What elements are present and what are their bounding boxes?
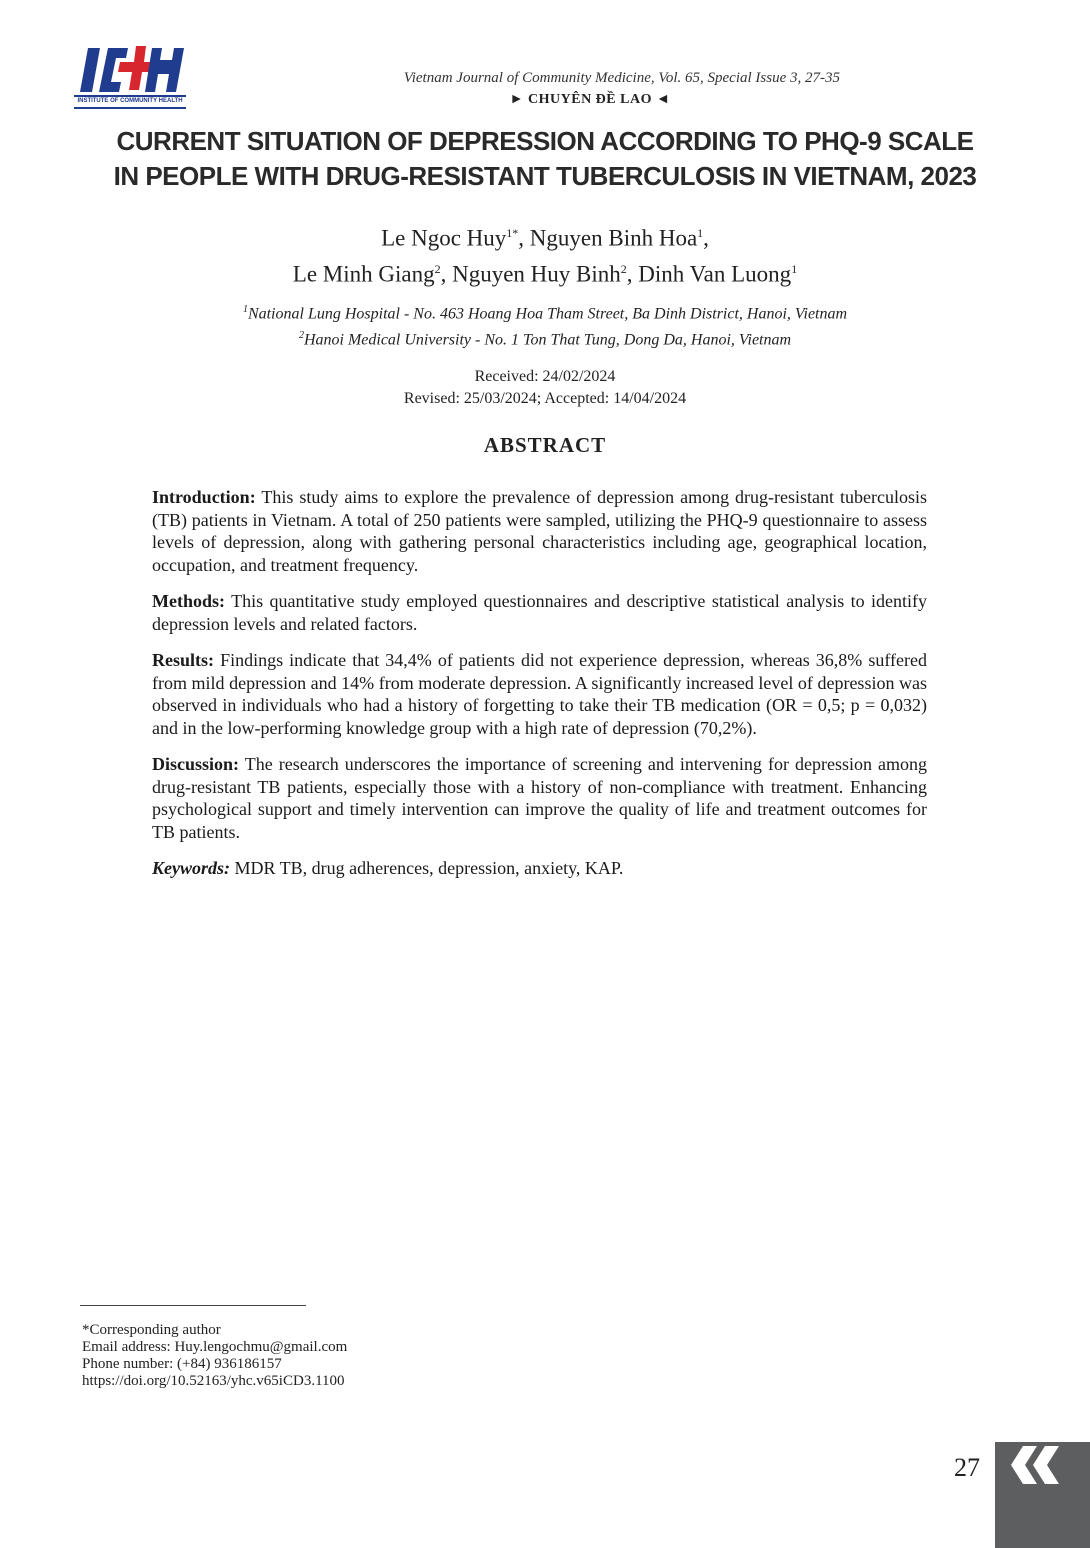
introduction-label: Introduction: <box>152 487 256 507</box>
results-text: Findings indicate that 34,4% of patients did not experience depression, whereas 36,8% suffered from mild depression and 14% from moderate depression. A significantly increased level of depression was observed in individuals who had a history of forgetting to take their TB medication (OR = 0,5; p = 0,032) and in the low-performing knowledge group with a high rate of depression (70,2%). <box>152 650 927 738</box>
author-affil-sup: 2 <box>434 261 441 276</box>
title-line-1: CURRENT SITUATION OF DEPRESSION ACCORDING TO PHQ-9 SCALE <box>116 126 974 156</box>
abstract-methods <box>152 590 927 635</box>
author-sep: , <box>626 261 639 287</box>
discussion-text: The research underscores the importance of screening and intervening for depression among drug-resistant TB patients, especially those with a history of non-compliance with treatment. Enhancing psychological support and timely intervention can improve the quality of life and treatment outcomes for TB patients. <box>152 754 927 842</box>
abstract-body <box>152 486 927 894</box>
author-affil-sup: 1 <box>697 226 704 240</box>
author-list <box>150 218 940 289</box>
publication-dates <box>200 366 890 410</box>
journal-citation: Vietnam Journal of Community Medicine, Vol. 65, Special Issue 3, 27-35 <box>403 70 840 86</box>
revised-accepted-date: Revised: 25/03/2024; Accepted: 14/04/2024 <box>403 390 687 407</box>
corresponding-author: *Corresponding author <box>82 1322 221 1338</box>
results-label: Results: <box>152 650 214 670</box>
title-line-2: IN PEOPLE WITH DRUG-RESISTANT TUBERCULOSIS IN VIETNAM, 2023 <box>113 161 977 191</box>
author-name: Le Ngoc Huy <box>381 225 507 251</box>
section-label: ► CHUYÊN ĐỀ LAO ◄ <box>509 92 671 107</box>
abstract-discussion <box>152 753 927 843</box>
author-affil-sup: 1* <box>506 226 519 240</box>
logo-text: INSTITUTE OF COMMUNITY HEALTH <box>77 98 183 104</box>
paper-title <box>100 124 990 194</box>
received-date: Received: 24/02/2024 <box>474 368 616 385</box>
double-chevron-left-icon <box>1003 1442 1065 1488</box>
author-sep: , <box>518 225 530 251</box>
author-name: Nguyen Huy Binh <box>452 261 621 287</box>
methods-text: This quantitative study employed questionnaires and descriptive statistical analysis to identify depression levels and related factors. <box>152 591 927 634</box>
author-name: Nguyen Binh Hoa <box>529 225 698 251</box>
introduction-text: This study aims to explore the prevalence of depression among drug-resistant tuberculosis (TB) patients in Vietnam. A total of 250 patients were sampled, utilizing the PHQ-9 questionnaire to assess levels of depression, along with gathering personal characteristics including age, geographical location, occupation, and treatment frequency. <box>152 487 927 575</box>
author-affil-sup: 2 <box>620 261 627 276</box>
abstract-results <box>152 649 927 739</box>
footnote <box>82 1322 582 1390</box>
abstract-keywords <box>152 857 927 880</box>
author-affil-sup: 1 <box>791 261 798 276</box>
author-name: Le Minh Giang <box>292 261 435 287</box>
author-sep: , <box>440 261 453 287</box>
discussion-label: Discussion: <box>152 754 240 774</box>
affiliation-2 <box>100 325 990 351</box>
affiliation-text: Hanoi Medical University - No. 1 Ton That Tung, Dong Da, Hanoi, Vietnam <box>303 331 792 349</box>
author-sep: , <box>703 225 709 251</box>
methods-label: Methods: <box>152 591 225 611</box>
page-corner-tab <box>995 1442 1090 1548</box>
abstract-heading: ABSTRACT <box>483 433 607 457</box>
footnote-divider <box>80 1305 306 1306</box>
author-line-1 <box>150 218 940 254</box>
email-address: Email address: Huy.lengochmu@gmail.com <box>82 1339 348 1355</box>
journal-logo <box>72 44 188 110</box>
author-line-2 <box>150 254 940 290</box>
affiliation-text: National Lung Hospital - No. 463 Hoang Hoa Tham Street, Ba Dinh District, Hanoi, Vietnam <box>247 305 848 323</box>
affiliations <box>100 299 990 352</box>
affiliation-sup: 2 <box>298 330 304 342</box>
keywords-label: Keywords: <box>152 858 230 878</box>
abstract-introduction <box>152 486 927 576</box>
doi-link[interactable]: https://doi.org/10.52163/yhc.v65iCD3.1100 <box>82 1373 345 1389</box>
affiliation-sup: 1 <box>242 304 248 315</box>
phone-number: Phone number: (+84) 936186157 <box>82 1356 282 1372</box>
author-name: Dinh Van Luong <box>638 261 792 287</box>
keywords-text: MDR TB, drug adherences, depression, anxiety, KAP. <box>230 858 624 878</box>
page-number: 27 <box>954 1453 980 1482</box>
affiliation-1 <box>100 299 990 325</box>
